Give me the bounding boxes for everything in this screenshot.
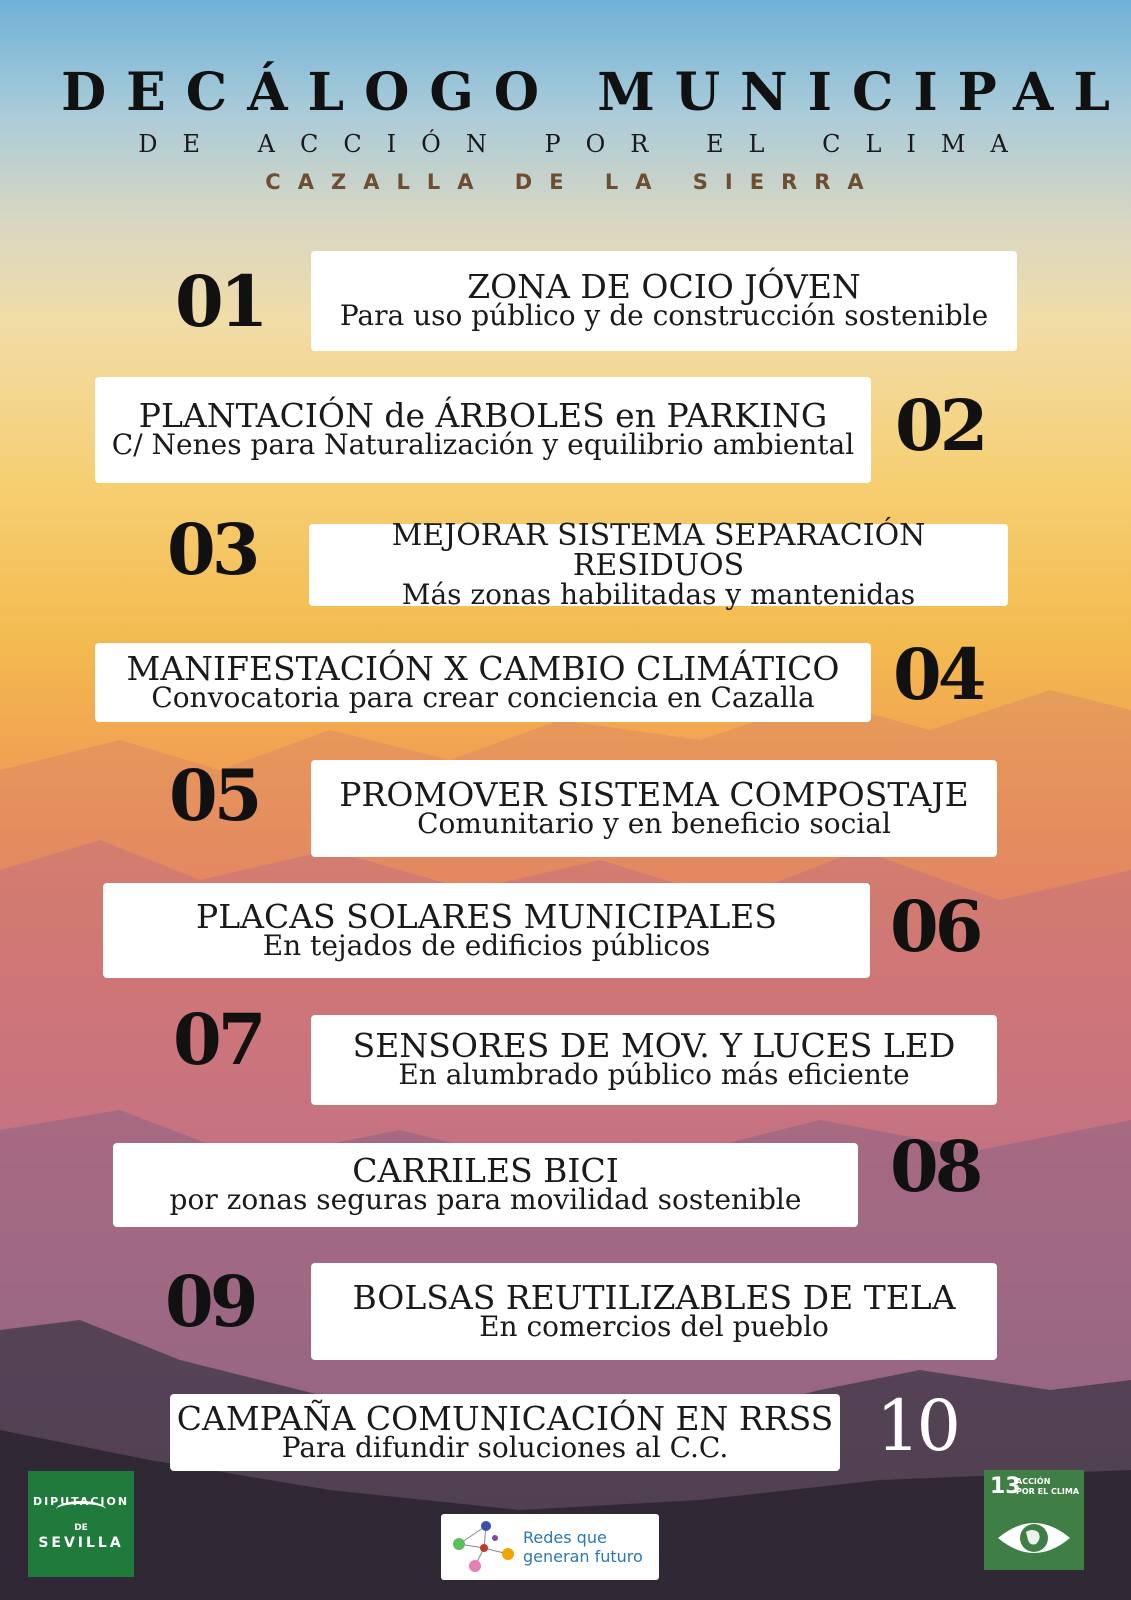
item-card-10 bbox=[170, 1394, 840, 1471]
redes-logo bbox=[441, 1514, 659, 1580]
item-detail: C/ Nenes para Naturalización y equilibrio ambiental bbox=[111, 428, 855, 461]
item-heading: CARRILES BICI bbox=[352, 1151, 619, 1190]
item-heading: BOLSAS REUTILIZABLES DE TELA bbox=[352, 1277, 956, 1317]
sdg13-logo bbox=[984, 1470, 1084, 1570]
town-name: CAZALLA DE LA SIERRA bbox=[265, 170, 881, 194]
item-number-04: 04 bbox=[893, 633, 983, 716]
item-detail: Comunitario y en beneficio social bbox=[417, 806, 891, 840]
item-card-01 bbox=[311, 251, 1017, 351]
item-number-10: 10 bbox=[876, 1385, 958, 1467]
item-number-03: 03 bbox=[167, 508, 257, 591]
item-heading: ZONA DE OCIO JÓVEN bbox=[467, 267, 861, 306]
diputacion-sevilla-logo bbox=[28, 1471, 134, 1577]
item-detail: En alumbrado público más eficiente bbox=[398, 1058, 910, 1091]
item-detail: Para uso público y de construcción sostenible bbox=[339, 299, 989, 332]
earth-eye-icon bbox=[984, 1508, 1084, 1568]
item-number-05: 05 bbox=[169, 754, 259, 837]
item-detail: Más zonas habilitadas y mantenidas bbox=[401, 578, 916, 611]
item-card-06 bbox=[103, 883, 870, 978]
page-title: DECÁLOGO MUNICIPAL bbox=[61, 62, 1130, 123]
item-number-01: 01 bbox=[175, 260, 265, 343]
item-card-09 bbox=[311, 1263, 997, 1360]
item-heading: MANIFESTACIÓN X CAMBIO CLIMÁTICO bbox=[126, 648, 840, 688]
item-heading: MEJORAR SISTEMA SEPARACIÓN RESIDUOS bbox=[391, 518, 926, 583]
logo-text: DE bbox=[74, 1523, 88, 1533]
item-number-08: 08 bbox=[890, 1125, 980, 1208]
logo-text: generan futuro bbox=[523, 1547, 643, 1566]
item-detail: Convocatoria para crear conciencia en Cazalla bbox=[151, 680, 815, 714]
logo-text: SEVILLA bbox=[38, 1535, 124, 1551]
item-heading: PLACAS SOLARES MUNICIPALES bbox=[196, 896, 777, 936]
item-heading: PROMOVER SISTEMA COMPOSTAJE bbox=[339, 774, 969, 814]
item-number-09: 09 bbox=[165, 1260, 255, 1343]
item-number-02: 02 bbox=[895, 384, 985, 467]
logo-text: Redes que bbox=[523, 1528, 607, 1547]
item-card-07 bbox=[311, 1015, 997, 1105]
sdg-number: 13 bbox=[990, 1474, 1021, 1499]
page-subtitle: DE ACCIÓN POR EL CLIMA bbox=[138, 130, 1033, 158]
logo-text: POR EL CLIMA bbox=[1016, 1487, 1080, 1496]
arc-icon bbox=[56, 1501, 106, 1518]
item-detail: Para difundir soluciones al C.C. bbox=[281, 1430, 729, 1464]
logo-text: DIPUTACION bbox=[32, 1495, 130, 1508]
logo-text: ACCIÓN bbox=[1016, 1477, 1051, 1486]
item-heading: SENSORES DE MOV. Y LUCES LED bbox=[352, 1026, 956, 1065]
item-card-05 bbox=[311, 760, 997, 857]
item-detail: por zonas seguras para movilidad sostenible bbox=[169, 1183, 802, 1216]
item-number-06: 06 bbox=[890, 885, 980, 968]
item-card-04 bbox=[95, 643, 871, 722]
item-detail: En tejados de edificios públicos bbox=[262, 928, 711, 962]
item-detail: En comercios del pueblo bbox=[479, 1309, 829, 1343]
item-card-02 bbox=[95, 377, 871, 483]
item-heading: PLANTACIÓN de ÁRBOLES en PARKING bbox=[138, 396, 828, 435]
item-card-03 bbox=[309, 518, 1008, 611]
item-card-08 bbox=[113, 1143, 858, 1227]
item-number-07: 07 bbox=[173, 998, 263, 1081]
item-heading: CAMPAÑA COMUNICACIÓN EN RRSS bbox=[176, 1398, 834, 1438]
network-nodes-icon bbox=[441, 1514, 521, 1580]
